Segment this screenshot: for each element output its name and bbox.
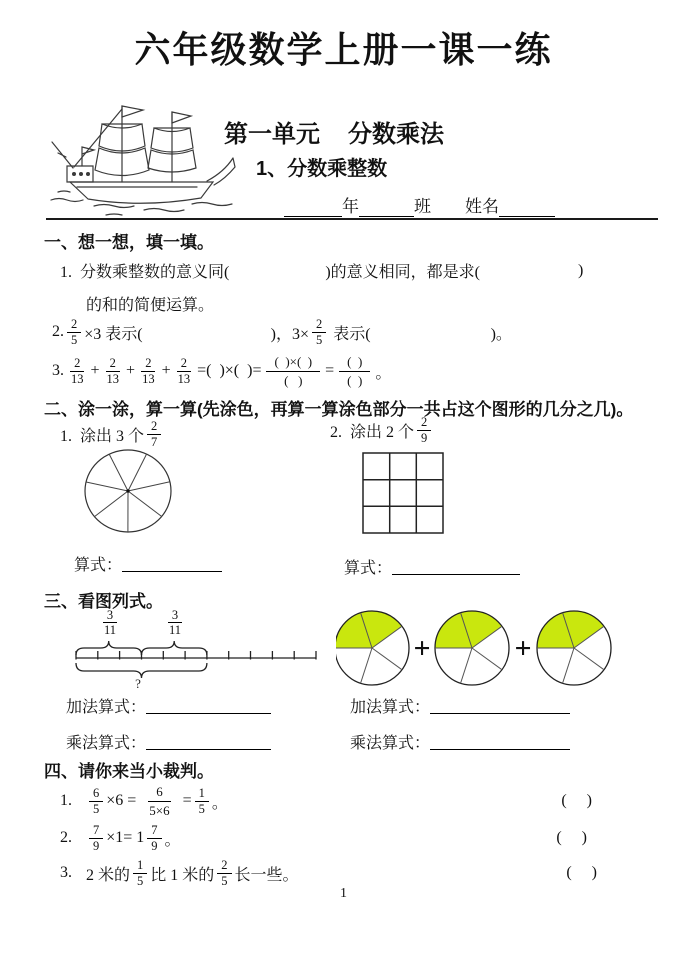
q1-3-equals: =( )×( )= <box>197 362 262 379</box>
grid-3x3-diagram <box>362 452 445 535</box>
header-divider <box>46 218 658 220</box>
ship-flag-2 <box>172 112 191 123</box>
page-number: 1 <box>340 886 347 901</box>
expr-label: 算式： <box>344 560 393 577</box>
q1-2-text: )。 <box>490 325 512 343</box>
mul-right-blank <box>430 733 570 750</box>
fraction-2-13: $\frac{2}{13}$ <box>71 356 84 386</box>
ship-bowsprit <box>52 142 73 168</box>
ship-forestay <box>74 109 122 167</box>
fraction-blank-product: ( )×( ) ( ) <box>266 353 320 389</box>
brace1-fraction-3-11: $\frac{3}{11}$ <box>104 608 117 638</box>
plus-sign: + <box>413 632 431 665</box>
s3-add-right <box>350 694 570 717</box>
fraction-2-7: $\frac{2}{7}$ <box>147 419 161 449</box>
judge-paren-2: ( ) <box>556 829 587 846</box>
section2-heading: 二、涂一涂，算一算(先涂色，再算一算涂色部分一共占这个图形的几分之几)。 <box>44 400 634 419</box>
ship-flag-1 <box>122 106 143 117</box>
name-label: 姓名 <box>465 197 499 216</box>
q1-1-text: 1. 分数乘整数的意义同( <box>60 264 230 281</box>
pie-1 <box>336 611 409 685</box>
pie-3 <box>537 611 611 685</box>
name-class-line <box>284 192 555 217</box>
q1-1-line2 <box>86 292 214 315</box>
judge-item-1: 1. $\frac{6}{5}$ ×6 = $\frac{6}{5\times 6}$ = $\frac{1}{5}$ 。 ( ) <box>60 783 592 818</box>
fraction-6-5: $\frac{6}{5}$ <box>89 786 103 816</box>
circle-7-sectors-diagram <box>83 448 173 534</box>
page-title: 六年级数学上册一课一练 <box>134 29 553 70</box>
pie-addition-diagram <box>336 598 684 698</box>
fraction-blank-result: ( ) ( ) <box>339 353 370 389</box>
class-blank <box>359 200 414 217</box>
q1-1-blank-b <box>480 270 578 271</box>
judge-paren-3: ( ) <box>566 864 597 881</box>
fraction-2-5: $\frac{2}{5}$ <box>312 317 326 347</box>
sailing-ship-illustration <box>46 97 242 223</box>
expr-label: 算式： <box>74 557 123 574</box>
item-number: 2. <box>60 829 72 846</box>
class-label: 班 <box>414 197 431 216</box>
judge-item-3: 3. 2 米的 $\frac{1}{5}$ 比 1 米的 $\frac{2}{5}$ 长一些。 ( ) <box>60 858 597 888</box>
q1-2-text: 表示( <box>329 325 371 343</box>
fraction-7-9: $\frac{7}{9}$ <box>147 823 161 853</box>
plus-sign: + <box>126 362 136 379</box>
fraction-2-9: $\frac{2}{9}$ <box>417 415 431 445</box>
fraction-6-over-5x6: $\frac{6}{5\times 6}$ <box>149 783 170 818</box>
fraction-1-5: $\frac{1}{5}$ <box>133 858 147 888</box>
plus-sign: + <box>514 632 532 665</box>
item-number: 3. <box>60 864 72 881</box>
q1-3-number: 3. <box>52 362 64 379</box>
mul-label: 乘法算式： <box>66 735 147 752</box>
name-blank <box>499 200 555 217</box>
s2-item1-label: 1. 涂出 3 个 $\frac{2}{7}$ <box>60 416 164 452</box>
plus-sign: + <box>90 362 100 379</box>
expr1-blank <box>122 555 222 572</box>
section4-heading: 四、请你来当小裁判。 <box>44 762 214 781</box>
fraction-2-5: $\frac{2}{5}$ <box>67 317 81 347</box>
mul-label: 乘法算式： <box>350 735 431 752</box>
bottom-brace <box>76 663 207 678</box>
section3-heading: 三、看图列式。 <box>44 592 163 611</box>
add-label: 加法算式： <box>350 699 431 716</box>
judge-paren-1: ( ) <box>561 792 592 809</box>
year-blank <box>284 200 342 217</box>
unit-heading-topic: 分数乘法 <box>348 121 444 148</box>
ship-hull <box>70 182 213 203</box>
q1-3-equals2: = <box>325 362 335 379</box>
judge-item-2: 2. $\frac{7}{9}$ ×1= 1 $\frac{7}{9}$ 。 ( ) <box>60 823 587 853</box>
year-label: 年 <box>342 197 359 216</box>
section1-heading: 一、想一想，填一填。 <box>44 233 214 252</box>
add-right-blank <box>430 697 570 714</box>
fraction-2-13: $\frac{2}{13}$ <box>106 356 120 386</box>
add-left-blank <box>146 697 271 714</box>
top-brace-2 <box>142 641 207 655</box>
plus-sign: + <box>161 362 171 379</box>
s3-mul-right <box>350 730 570 753</box>
unit-heading-number: 第一单元 <box>224 121 320 148</box>
ship-portholes <box>72 172 90 176</box>
q1-3-period: 。 <box>375 364 392 382</box>
question-mark-label: ? <box>135 676 141 690</box>
ship-stern-sail <box>207 158 235 185</box>
q1-2-blank-b <box>371 332 491 333</box>
s2-expr1 <box>74 552 222 575</box>
pie-2 <box>435 611 509 685</box>
lesson-heading: 1、分数乘整数 <box>256 158 388 180</box>
q1-1-text: ) <box>578 261 584 279</box>
q1-1-text: )的意义相同，都是求( <box>325 264 481 281</box>
s2-expr2 <box>344 555 520 578</box>
mul-left-blank <box>146 733 271 750</box>
q1-2-text: ×3 表示( <box>84 325 143 343</box>
q1-1-text2: 的和的简便运算。 <box>86 297 215 314</box>
s2-item2-label: 2. 涂出 2 个 $\frac{2}{9}$ <box>330 412 434 448</box>
q1-3-line <box>52 350 391 392</box>
add-label: 加法算式： <box>66 699 147 716</box>
s3-add-left <box>66 694 271 717</box>
expr2-blank <box>392 558 520 575</box>
brace2-fraction-3-11: $\frac{3}{11}$ <box>169 608 182 638</box>
unit-heading <box>224 114 444 149</box>
fraction-7-9: $\frac{7}{9}$ <box>89 823 103 853</box>
fraction-2-13: $\frac{2}{13}$ <box>177 356 191 386</box>
item-number: 1. <box>60 792 72 809</box>
top-brace-1 <box>76 641 142 655</box>
q1-2-text: )，3× <box>270 325 309 343</box>
q1-1-blank-a <box>229 270 325 271</box>
q1-2-blank-a <box>143 332 271 333</box>
fraction-1-5: $\frac{1}{5}$ <box>195 786 209 816</box>
q1-1-line1 <box>60 259 583 282</box>
s3-mul-left <box>66 730 271 753</box>
fraction-2-5: $\frac{2}{5}$ <box>217 858 231 888</box>
q1-2-line <box>52 314 512 350</box>
q1-2-number: 2. <box>52 323 64 340</box>
fraction-2-13: $\frac{2}{13}$ <box>142 356 155 386</box>
circle-center-dot <box>126 489 129 492</box>
